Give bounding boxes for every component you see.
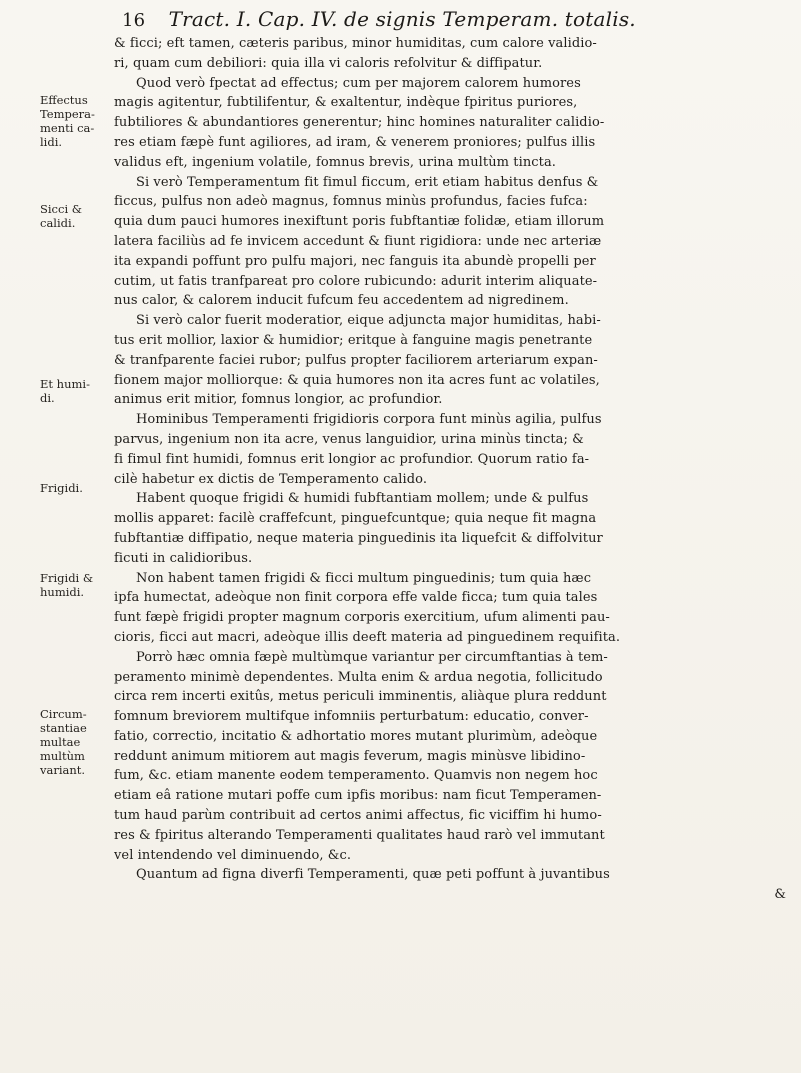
margin-note: Circum-stantiae multae multùm variant.: [40, 707, 87, 777]
text-line: Si verò calor fuerit moderatior, eique adjuncta major humiditas, habi-: [136, 313, 601, 329]
text-line: fionem major molliorque: & quia humores non ita acres funt ac volatiles,: [114, 372, 600, 388]
text-line: Non habent tamen frigidi & ficci multum pinguedinis; tum quia hæc: [136, 570, 592, 586]
running-title: Tract. I. Cap. IV. de signis Temperam. totalis.: [168, 7, 636, 31]
text-line: magis agitentur, fubtilifentur, & exaltentur, indèque fpiritus puriores,: [114, 95, 578, 111]
text-line: & ficci; eft tamen, cæteris paribus, minor humiditas, cum calore validio-: [114, 36, 597, 51]
margin-note: Effectus Tempera-menti ca-lidi.: [40, 93, 95, 149]
text-line: & tranfparente faciei rubor; pulfus propter faciliorem arteriarum expan-: [114, 352, 598, 368]
text-line: Quantum ad figna diverfi Temperamenti, quæ peti poffunt à juvantibus: [136, 867, 610, 883]
text-line: animus erit mitior, fomnus longior, ac profundior.: [114, 392, 443, 408]
text-line: tum haud parùm contribuit ad certos animi affectus, fic viciffim hi humo-: [114, 808, 602, 824]
text-line: vel intendendo vel diminuendo, &c.: [114, 847, 352, 863]
text-line: ri, quam cum debiliori: quia illa vi caloris refolvitur & diffipatur.: [114, 55, 543, 71]
text-line: cutim, ut fatis tranfpareat pro colore rubicundo: adurit interim aliquate-: [114, 273, 598, 289]
text-line: etiam eâ ratione mutari poffe cum ipfis moribus: nam ficut Temperamen-: [114, 788, 602, 804]
text-line: Si verò Temperamentum fit fimul ficcum, erit etiam habitus denfus &: [136, 174, 599, 190]
text-line: validus eft, ingenium volatile, fomnus brevis, urina multùm tincta.: [114, 154, 556, 170]
text-line: ipfa humectat, adeòque non finit corpora effe valde ficca; tum quia tales: [114, 590, 598, 606]
page-number: 16: [122, 10, 146, 31]
page-header: [122, 6, 782, 32]
text-line: reddunt animum mitiorem aut magis feverum, magis minùsve libidino-: [114, 748, 586, 764]
text-line: quia dum pauci humores inexiftunt poris fubftantiæ folidæ, etiam illorum: [114, 214, 605, 230]
text-line: Habent quoque frigidi & humidi fubftantiam mollem; unde & pulfus: [136, 491, 589, 507]
text-line: res & fpiritus alterando Temperamenti qualitates haud rarò vel immutant: [114, 827, 605, 843]
text-line: fubftantiæ diffipatio, neque materia pinguedinis ita liquefcit & diffolvitur: [114, 530, 603, 546]
text-line: mollis apparet: facilè craffefcunt, pinguefcuntque; quia neque fit magna: [114, 511, 597, 527]
text-line: circa rem incerti exitûs, metus periculi imminentis, aliàque plura reddunt: [114, 689, 607, 705]
text-line: funt fæpè frigidi propter magnum corporis exercitium, ufum alimenti pau-: [114, 610, 610, 626]
text-line: fomnum breviorem multifque infomniis perturbatum: educatio, conver-: [114, 709, 589, 725]
text-line: cioris, ficci aut macri, adeòque illis deeft materia ad pinguedinem requifita.: [114, 629, 621, 645]
margin-notes: [0, 0, 94, 1073]
text-line: parvus, ingenium non ita acre, venus languidior, urina minùs tincta; &: [114, 431, 584, 447]
text-line: fi fimul fint humidi, fomnus erit longior ac profundior. Quorum ratio fa-: [114, 451, 590, 467]
text-line: fatio, correctio, incitatio & adhortatio mores mutant plurimùm, adeòque: [114, 728, 598, 744]
body-text: [114, 34, 786, 905]
text-line: fubtiliores & abundantiores generentur; hinc homines naturaliter calidio-: [114, 115, 605, 131]
text-line: nus calor, & calorem inducit fufcum feu accedentem ad nigredinem.: [114, 293, 569, 309]
text-line: fum, &c. etiam manente eodem temperamento. Quamvis non negem hoc: [114, 768, 598, 784]
text-line: Porrò hæc omnia fæpè multùmque variantur per circumftantias à tem-: [136, 649, 608, 665]
text-line: peramento minimè dependentes. Multa enim & ardua negotia, follicitudo: [114, 669, 603, 685]
text-line: res etiam fæpè funt agiliores, ad iram, & venerem proniores; pulfus illis: [114, 134, 596, 150]
text-line: ita expandi poffunt pro pulfu majori, nec fanguis ita abundè propelli per: [114, 253, 596, 269]
margin-note: Frigidi.: [40, 481, 83, 495]
text-line: tus erit mollior, laxior & humidior; eritque à fanguine magis penetrante: [114, 332, 593, 348]
margin-note: Frigidi & humidi.: [40, 571, 94, 599]
margin-note: Sicci & calidi.: [40, 202, 83, 230]
text-line: Hominibus Temperamenti frigidioris corpora funt minùs agilia, pulfus: [136, 412, 602, 428]
text-line: cilè habetur ex dictis de Temperamento calido.: [114, 471, 428, 487]
text-line: latera faciliùs ad fe invicem accedunt & fiunt rigidiora: unde nec arteriæ: [114, 233, 602, 249]
text-line: ficcus, pulfus non adeò magnus, fomnus minùs profundus, facies fufca:: [114, 194, 588, 210]
text-line: ficuti in calidioribus.: [114, 550, 253, 566]
catchword: &: [774, 887, 786, 903]
margin-note: Et humi-di.: [40, 377, 90, 405]
text-line: Quod verò fpectat ad effectus; cum per majorem calorem humores: [136, 75, 581, 91]
